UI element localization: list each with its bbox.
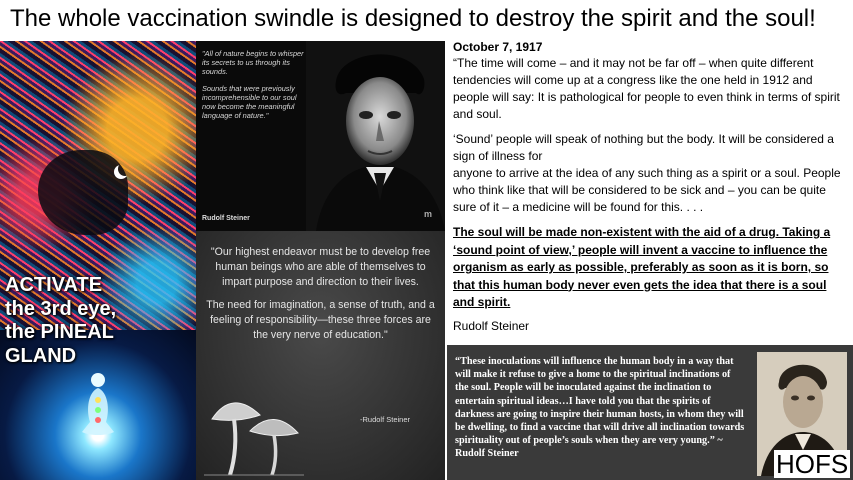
quote-paragraph-3-emphasis: The soul will be made non-existent with the aid of a drug. Taking a ‘sound point of view,’ people will invent a vaccine to influence the organism as early as possible, preferably as soon as it is born, so that this human body never even gets the idea that there is a soul and spirit.: [453, 225, 831, 309]
photo-caption: Rudolf Steiner: [202, 215, 250, 222]
quote-paragraph-2-line: ‘Sound’ people will speak of nothing but the body. It will be considered a sign of illness for: [453, 132, 834, 163]
moon-icon: [118, 162, 132, 176]
chalk-attribution: -Rudolf Steiner: [360, 415, 411, 424]
chalkboard-quote: [206, 245, 435, 352]
photo-quote-paragraph: Sounds that were previously incomprehensible to our soul now become the meaningful language of nature.": [202, 83, 297, 121]
overlay-line: the 3rd eye,: [5, 297, 117, 320]
overlay-line: GLAND: [5, 344, 77, 367]
silhouette-figure: [38, 150, 128, 235]
activate-pineal-overlay-text: [5, 274, 195, 368]
quote-paragraph-1: “The time will come – and it may not be far off – when quite different tendencies will come up at a congress like the one held in 1912 and people will say: It is pathological for people to even think in terms of spirit and soul.: [453, 56, 840, 121]
chalk-quote-paragraph: "Our highest endeavor must be to develop free human beings who are able of themselves to impart purpose and direction to their lives.: [210, 246, 431, 288]
photo-quote-paragraph: "All of nature begins to whisper its secrets to us through its sounds.: [202, 49, 304, 77]
quote-signature: Rudolf Steiner: [453, 319, 530, 333]
hofs-badge: HOFS: [776, 449, 849, 479]
steiner-photo-panel: [196, 41, 445, 231]
quote-paragraph-2-line: anyone to arrive at the idea of any such thing as a spirit or a soul. People who think like that will be considered to be sick and – you can be quite sure of it – a medicine will be found for this. . . .: [453, 166, 841, 214]
overlay-line: ACTIVATE: [5, 274, 103, 296]
page-title: The whole vaccination swindle is designed to destroy the spirit and the soul!: [10, 5, 816, 32]
mushrooms-drawing-icon: [204, 379, 304, 479]
bottom-quote-text: “These inoculations will influence the human body in a way that will make it refuse to give a home to the spiritual inclinations of the soul. People will be inoculated against the inclination to entertain spiritual ideas…I have told you that the spirits of darkness are going to inspire their human hosts, in whom they will be dwelling, to find a vaccine that will drive all inclination towards spirituality out of people’s souls when they are very young.” ~ Rudolf Steiner: [455, 356, 745, 460]
chalkboard-quote-panel: [196, 231, 445, 480]
quote-paragraph-2: [453, 131, 848, 216]
photo-quote: [202, 49, 306, 127]
chalk-quote-paragraph: The need for imagination, a sense of truth, and a feeling of responsibility—these three forces are the very nerve of education.": [206, 299, 435, 341]
quote-date: October 7, 1917: [453, 40, 543, 54]
overlay-line: the PINEAL: [5, 321, 114, 343]
photo-logo-mark: m: [424, 209, 433, 219]
meditating-figure-icon: [74, 370, 122, 446]
steiner-portrait-image: [306, 41, 445, 231]
